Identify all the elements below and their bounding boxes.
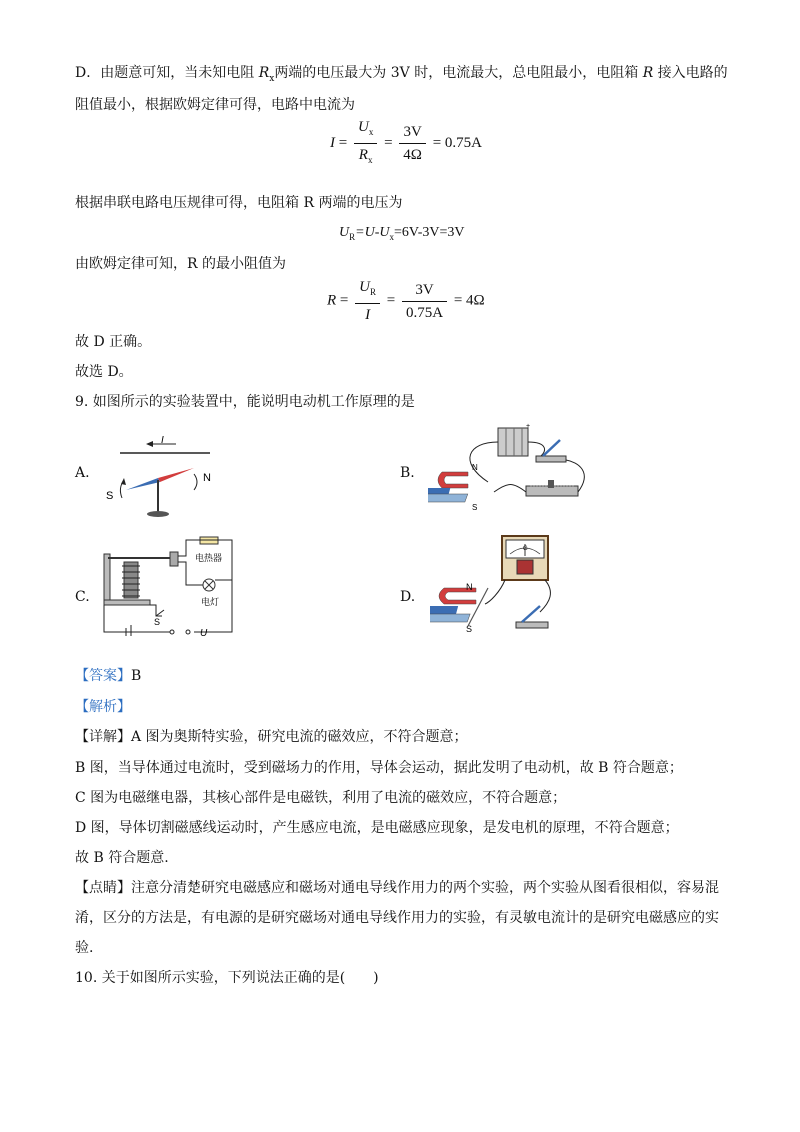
answer-value: B — [131, 668, 142, 684]
needle-north — [158, 468, 194, 482]
detail-text: A 图为奥斯特实验，研究电流的磁效应，不符合题意； — [131, 729, 468, 745]
switch-lever — [156, 610, 164, 616]
terminal — [170, 630, 174, 634]
contact — [170, 552, 178, 566]
galvanometer — [502, 536, 548, 580]
frac-num: 3V — [402, 281, 447, 302]
series-text: 根据串联电路电压规律可得，电阻箱 R 两端的电压为 — [75, 195, 403, 211]
text: D．由题意可知，当未知电阻 — [75, 65, 259, 81]
option-d-line1 — [75, 63, 728, 89]
frac-num: U — [357, 119, 369, 135]
answer-line — [75, 666, 141, 686]
switch-label: S — [154, 617, 161, 627]
electromagnet-coil — [122, 562, 140, 598]
formula-eq: = — [339, 292, 349, 309]
analysis-label: 【解析】 — [75, 699, 131, 715]
question-9: 9. 如图所示的实验装置中，能说明电动机工作原理的是 — [75, 394, 415, 410]
choose-d: 故选 D。 — [75, 364, 133, 380]
frac-num-sub: R — [369, 287, 376, 297]
frac-den: R — [358, 147, 368, 163]
battery — [498, 423, 530, 456]
detail-line-2: B 图，当导体通过电流时，受到磁场力的作用，导体会运动，据此发明了电动机，故 B 符合题意； — [75, 760, 683, 776]
base-board — [428, 494, 468, 502]
option-d-line2: 阻值最小，根据欧姆定律可得，电路中电流为 — [75, 97, 355, 113]
figure-a-oersted — [100, 432, 230, 524]
rotation-arrow-icon — [194, 474, 197, 490]
formula-resistance — [327, 278, 485, 324]
horseshoe-magnet — [430, 582, 476, 634]
wire — [485, 580, 505, 604]
text: 两端的电压最大为 3V 时，电流最大，总电阻最小，电阻箱 — [274, 65, 643, 81]
tip-text: 注意分清楚研究电磁感应和磁场对通电导线作用力的两个实验，两个实验从图看很相似，容易混 — [131, 880, 719, 896]
frac-den: I — [365, 307, 371, 323]
south-label: S — [472, 503, 478, 512]
formula-current — [330, 118, 482, 169]
option-d-label: D. — [400, 589, 416, 605]
fraction-values — [402, 281, 447, 322]
wire — [494, 485, 526, 493]
arrow-head-icon — [121, 478, 126, 485]
meter-label: G — [523, 546, 528, 552]
base-board — [430, 614, 470, 622]
needle-south — [126, 478, 160, 490]
tip-line-1 — [75, 878, 719, 898]
text: 接入电路的 — [653, 65, 728, 81]
frac-num: U — [359, 279, 370, 295]
current-label: I — [161, 435, 164, 446]
fraction-u-over-r — [354, 118, 377, 169]
north-label: N — [472, 463, 478, 472]
formula-eq: = — [432, 134, 442, 151]
answer-label: 【答案】 — [75, 668, 131, 684]
question-10: 10. 关于如图所示实验，下列说法正确的是( ) — [75, 970, 379, 986]
ohm-text: 由欧姆定律可知，R 的最小阻值为 — [75, 256, 286, 272]
terminal — [186, 630, 190, 634]
frac-num-sub: x — [368, 127, 374, 137]
south-label: S — [466, 624, 473, 634]
formula-eq: = — [453, 292, 463, 309]
north-label: N — [466, 582, 473, 592]
voltage-label: U — [200, 628, 208, 636]
rheostat — [526, 480, 578, 496]
south-label: S — [106, 490, 114, 502]
var-r: R — [642, 65, 654, 81]
detail-line-5: 故 B 符合题意. — [75, 850, 169, 866]
wire — [150, 605, 162, 616]
wire — [540, 580, 550, 612]
detail-line-3: C 图为电磁继电器，其核心部件是电磁铁，利用了电流的磁效应，不符合题意； — [75, 790, 567, 806]
detail-line-1 — [75, 727, 468, 747]
d-correct: 故 D 正确。 — [75, 334, 152, 350]
formula-ur — [339, 225, 464, 242]
north-label: N — [203, 472, 211, 484]
tip-line-2: 淆，区分的方法是，有电源的是研究磁场对通电导线作用力的实验，有灵敏电流计的是研究电磁感应的实 — [75, 910, 719, 926]
figure-b-motor — [428, 422, 593, 522]
formula-result: 0.75A — [444, 134, 482, 151]
detail-line-4: D 图，导体切割磁感线运动时，产生感应电流，是电磁感应现象，是发电机的原理，不符合题意； — [75, 820, 679, 836]
formula-result: 4Ω — [466, 292, 485, 309]
formula-eq: = — [338, 134, 348, 151]
formula-eq: = — [384, 134, 393, 151]
wire — [470, 442, 498, 482]
var-r: R — [258, 65, 270, 81]
battery-plus: + — [526, 423, 531, 430]
frac-num: 3V — [399, 123, 426, 144]
wire — [104, 605, 170, 632]
relay-base — [104, 600, 150, 605]
stand-base — [147, 511, 169, 517]
switch — [536, 440, 566, 462]
detail-label: 【详解】 — [75, 729, 131, 745]
tip-line-3: 验. — [75, 940, 94, 956]
lamp-label: 电灯 — [201, 597, 220, 607]
option-b-label: B. — [400, 465, 415, 481]
frac-den-sub: x — [367, 155, 373, 165]
tip-label: 【点睛】 — [75, 880, 131, 896]
conductor-rod — [468, 588, 488, 626]
arrow-head-icon — [146, 441, 153, 447]
heater-label: 电热器 — [195, 553, 223, 563]
u-x-sub: x — [389, 231, 394, 242]
u-r-sub: R — [349, 231, 356, 242]
horseshoe-magnet — [428, 463, 478, 512]
wire — [178, 562, 203, 585]
frac-den: 4Ω — [403, 147, 422, 163]
frac-den: 0.75A — [405, 304, 444, 321]
u-rest: =6V-3V=3V — [393, 225, 465, 240]
option-c-label: C. — [75, 589, 90, 605]
u-mid: =U-U — [355, 225, 390, 240]
fraction-values — [399, 123, 426, 164]
relay-frame — [104, 554, 110, 600]
formula-lhs: R — [327, 292, 337, 309]
sub-x: x — [269, 73, 275, 84]
option-a-label: A. — [75, 465, 90, 481]
fraction-u-over-i — [355, 278, 380, 324]
formula-lhs: I — [330, 134, 335, 151]
figure-c-relay — [98, 532, 238, 636]
formula-eq: = — [386, 292, 396, 309]
u-r: U — [339, 225, 350, 240]
figure-d-induction — [430, 532, 565, 642]
